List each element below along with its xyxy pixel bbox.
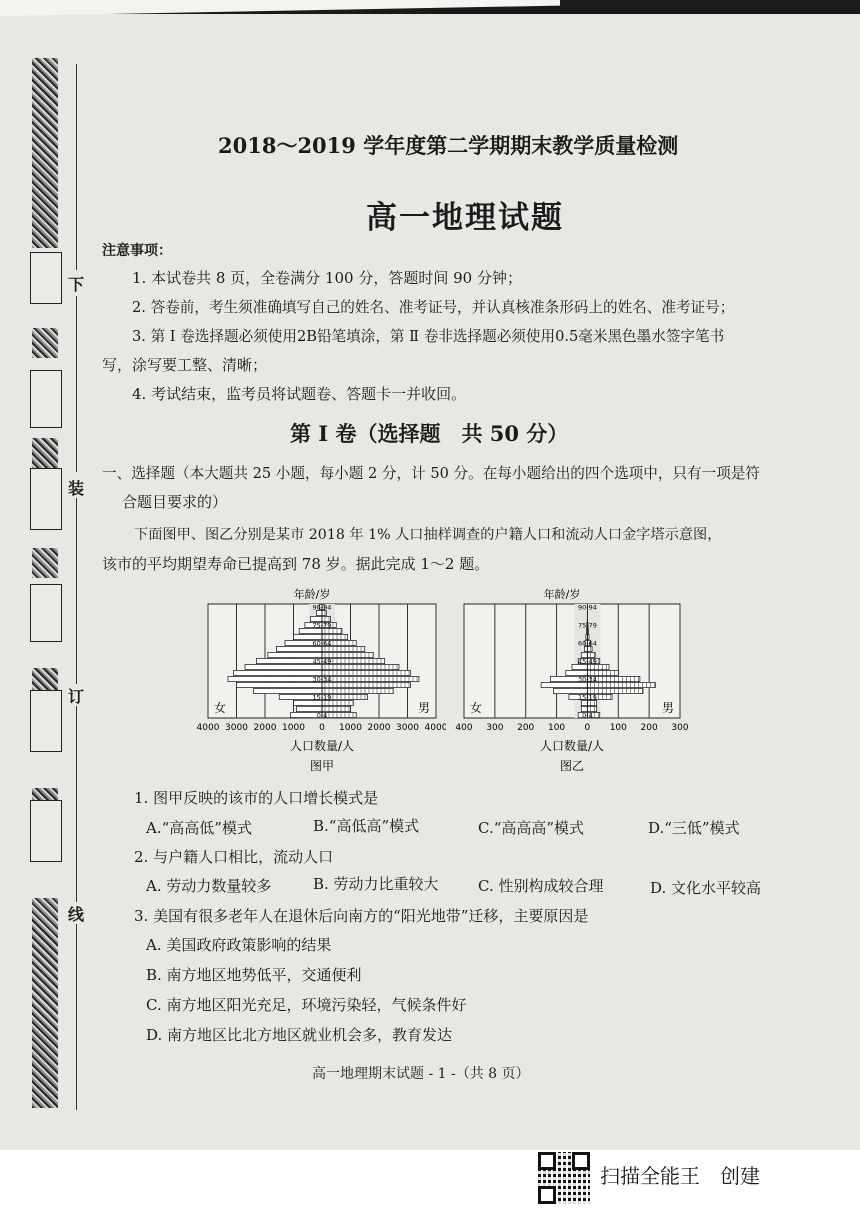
x-axis-title: 人口数量/人 [289, 739, 355, 753]
x-tick-label: 0 [584, 723, 591, 733]
passage-line: 下面图甲、图乙分别是某市 2018 年 1% 人口抽样调查的户籍人口和流动人口金字塔示意图， [134, 527, 722, 543]
question-option: D.“三低”模式 [648, 819, 740, 837]
subject-title: 高一地理试题 [366, 200, 564, 236]
section-instruction: 合题目要求的） [122, 493, 228, 511]
x-tick-label: 1000 [282, 723, 305, 733]
notice-item: 写，涂写要工整、清晰； [102, 356, 268, 374]
section-title: 第 Ⅰ 卷（选择题 共 50 分） [290, 421, 569, 446]
notice-heading: 注意事项： [102, 243, 172, 259]
male-side-label: 男 [418, 701, 431, 715]
age-tick-label: 90-94 [312, 603, 332, 612]
age-tick-label: 15-19 [577, 693, 597, 702]
age-tick-label: 15-19 [312, 693, 332, 702]
chart-b-svg [454, 580, 694, 776]
x-tick-label: 2000 [253, 723, 277, 733]
question-option: A. 劳动力数量较多 [146, 877, 272, 895]
exam-title: 2018～2019 学年度第二学期期末教学质量检测 [218, 133, 679, 158]
x-tick-label: 4000 [196, 723, 220, 733]
y-axis-title: 年龄/岁 [543, 588, 581, 601]
school-box [30, 468, 62, 530]
x-tick-label: 3000 [396, 723, 419, 733]
x-tick-label: 100 [609, 723, 627, 733]
bar-female-40-44 [245, 664, 322, 669]
x-tick-label: 4000 [424, 723, 446, 733]
binding-line [76, 296, 77, 472]
question-option: D. 南方地区比北方地区就业机会多，教育发达 [146, 1026, 453, 1044]
plot-frame [464, 604, 680, 718]
bar-female-25-29 [237, 682, 323, 687]
figure-caption: 图乙 [559, 759, 585, 773]
section-instruction: 一、选择题（本大题共 25 小题，每小题 2 分，计 50 分。在每小题给出的四个选项中，只有一项是符 [102, 465, 761, 482]
page-footer: 高一地理期末试题 - 1 -（共 8 页） [312, 1066, 530, 1082]
bar-female-35-39 [234, 670, 322, 675]
population-pyramid-chart-b [454, 580, 694, 780]
age-tick-label: 30-34 [312, 675, 332, 684]
seat-box [30, 690, 62, 752]
age-tick-label: 75-79 [577, 621, 597, 630]
female-side-label: 女 [470, 701, 483, 715]
id-box [30, 800, 62, 862]
binding-strip [32, 58, 58, 1108]
scanner-watermark-text: 扫描全能王 创建 [600, 1164, 760, 1188]
age-tick-label: 0-4 [582, 711, 593, 720]
binding-line [76, 498, 77, 684]
notice-item: 1. 本试卷共 8 页，全卷满分 100 分，答题时间 90 分钟； [132, 269, 522, 287]
age-tick-label: 90-94 [577, 603, 597, 612]
passage-line: 该市的平均期望寿命已提高到 78 岁。据此完成 1～2 题。 [102, 555, 490, 573]
question-option: C. 性别构成较合理 [478, 877, 604, 895]
notice-item: 4. 考试结束，监考员将试题卷、答题卡一并收回。 [132, 385, 467, 403]
x-tick-label: 100 [547, 723, 566, 733]
population-pyramid-chart-a [196, 580, 446, 780]
bar-male-40-44 [322, 664, 399, 669]
exam-room-box [30, 584, 62, 642]
question-option: B. 南方地区地势低平，交通便利 [146, 966, 362, 984]
figure-caption: 图甲 [309, 759, 335, 773]
x-tick-label: 3000 [225, 723, 248, 733]
age-tick-label: 75-79 [312, 621, 332, 630]
age-tick-label: 45-49 [312, 657, 332, 666]
x-tick-label: 200 [517, 723, 535, 733]
age-tick-label: 45-49 [577, 657, 597, 666]
binding-char-xian: 线 [68, 905, 85, 924]
name-box [30, 252, 62, 304]
qr-code-icon [538, 1152, 590, 1204]
class-box [30, 370, 62, 428]
age-tick-label: 60-64 [312, 639, 332, 648]
x-tick-label: 300 [671, 723, 689, 733]
binding-line [76, 64, 77, 270]
bar-male-30-34 [322, 676, 419, 681]
x-tick-label: 400 [455, 723, 473, 733]
bar-female-30-34 [228, 676, 322, 681]
question-option: B. 劳动力比重较大 [313, 875, 439, 893]
question-option: D. 文化水平较高 [650, 879, 762, 897]
x-tick-label: 0 [319, 723, 325, 733]
age-tick-label: 0-4 [316, 711, 328, 720]
notice-item: 2. 答卷前，考生须准确填写自己的姓名、准考证号，并认真核准条形码上的姓名、准考证号； [132, 299, 735, 316]
question-stem: 3. 美国有很多老年人在退休后向南方的“阳光地带”迁移，主要原因是 [134, 907, 589, 925]
male-side-label: 男 [662, 701, 675, 715]
y-axis-title: 年龄/岁 [293, 588, 331, 601]
binding-char-ding: 订 [68, 687, 85, 706]
question-stem: 2. 与户籍人口相比，流动人口 [134, 848, 334, 866]
bar-male-20-24 [322, 688, 393, 693]
x-tick-label: 300 [486, 723, 504, 733]
binding-char-zhuang: 装 [68, 479, 85, 498]
question-stem: 1. 图甲反映的该市的人口增长模式是 [134, 789, 379, 807]
notice-item: 3. 第 Ⅰ 卷选择题必须使用2B铅笔填涂，第 Ⅱ 卷非选择题必须使用0.5毫米黑色墨水签字笔书 [132, 328, 725, 345]
x-tick-label: 200 [640, 723, 658, 733]
binding-char-xia: 下 [68, 275, 85, 294]
question-option: A. 美国政府政策影响的结果 [146, 936, 332, 954]
question-option: C.“高高高”模式 [478, 819, 585, 837]
question-option: B.“高低高”模式 [313, 817, 420, 835]
x-axis-title: 人口数量/人 [539, 739, 605, 753]
x-tick-label: 2000 [367, 723, 391, 733]
question-option: A.“高高低”模式 [146, 819, 252, 837]
female-side-label: 女 [214, 701, 227, 715]
age-tick-label: 60-64 [577, 639, 597, 648]
bar-male-25-29 [587, 682, 655, 687]
question-option: C. 南方地区阳光充足，环境污染轻，气候条件好 [146, 996, 467, 1014]
age-tick-label: 30-34 [577, 675, 597, 684]
binding-line [76, 924, 77, 1110]
binding-line [76, 706, 77, 902]
x-tick-label: 1000 [339, 723, 362, 733]
chart-a-svg [196, 580, 446, 776]
